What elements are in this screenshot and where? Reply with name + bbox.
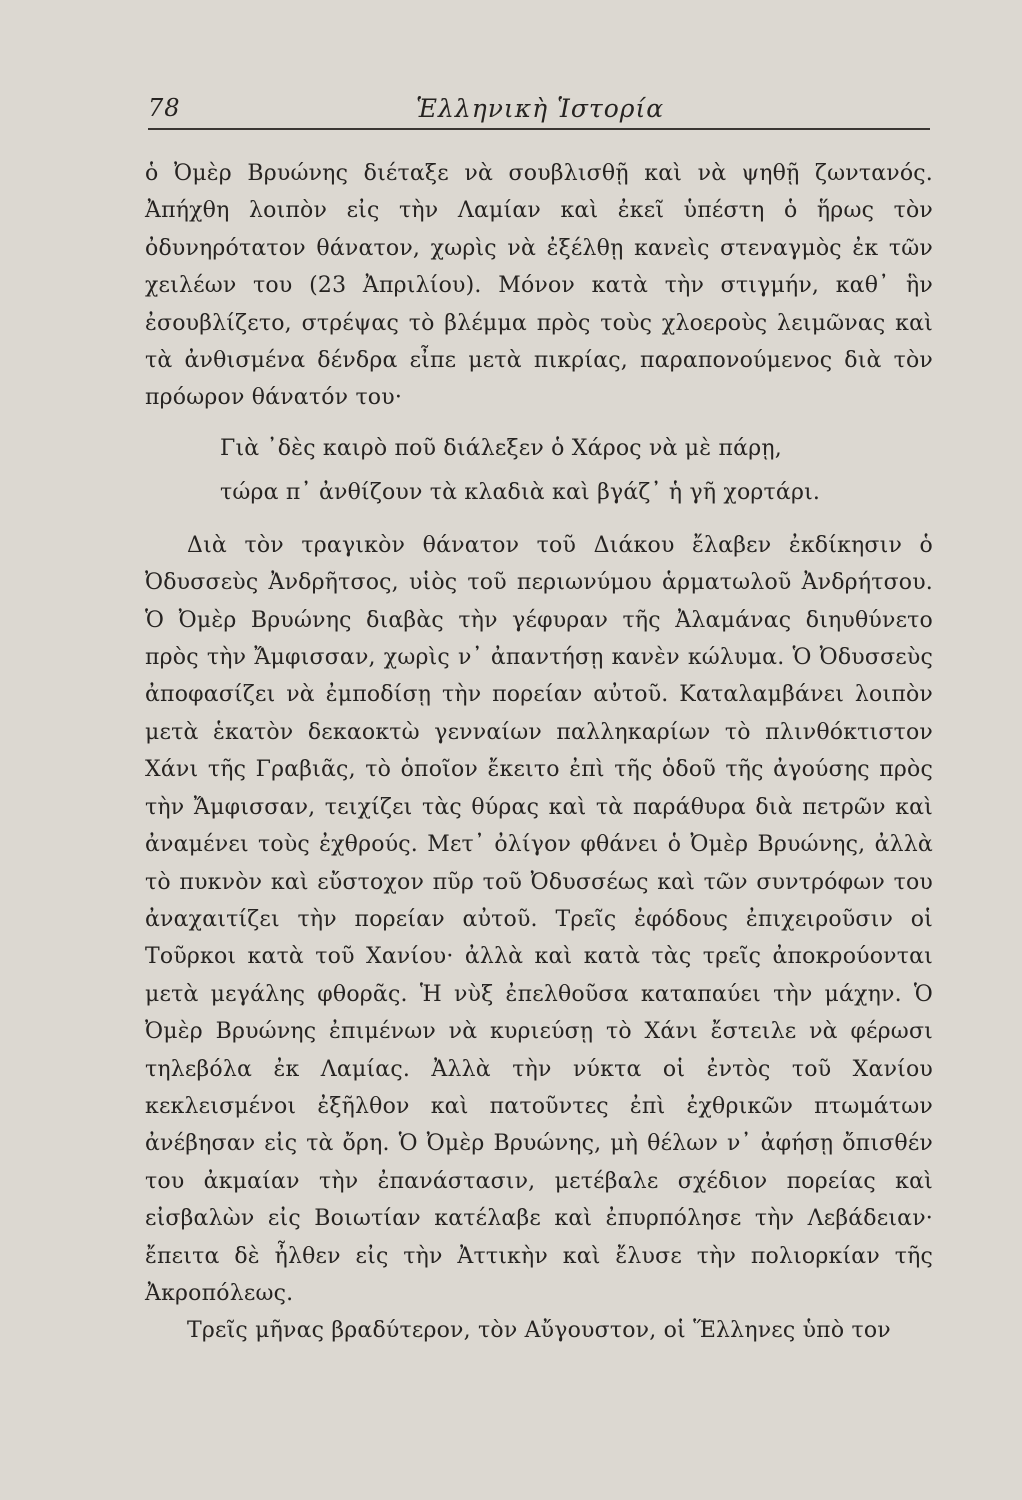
- paragraph: ὁ Ὀμὲρ Βρυώνης διέταξε νὰ σουβλισθῇ καὶ νὰ ψηθῇ ζωντανός. Ἀπήχθη λοιπὸν εἰς τὴν Λαμίαν καὶ ἐκεῖ ὑπέστη ὁ ἥρως τὸν ὀδυνηρότατον θάνατον, χωρὶς νὰ ἐξέλθῃ κανεὶς στεναγμὸς ἐκ τῶν χειλέων του (23 Ἀπριλίου). Μόνον κατὰ τὴν στιγμήν, καθ᾽ ἣν ἐσουβλίζετο, στρέψας τὸ βλέμμα πρὸς τοὺς χλοεροὺς λειμῶνας καὶ τὰ ἀνθισμένα δένδρα εἶπε μετὰ πικρίας, παραπονούμενος διὰ τὸν πρόωρον θάνατόν του·: [145, 161, 933, 411]
- poem-line: Γιὰ ᾽δὲς καιρὸ ποῦ διάλεξεν ὁ Χάρος νὰ μὲ πάρῃ,: [220, 435, 782, 461]
- running-title: Ἑλληνικὴ Ἱστορία: [416, 94, 665, 123]
- poem-line: τώρα π᾽ ἀνθίζουν τὰ κλαδιὰ καὶ βγάζ᾽ ἡ γῆ χορτάρι.: [220, 479, 821, 505]
- page-header: [148, 88, 930, 130]
- page-number: 78: [148, 94, 181, 122]
- paragraph: Τρεῖς μῆνας βραδύτερον, τὸν Αὔγουστον, οἱ Ἕλληνες ὑπὸ τον: [187, 1318, 891, 1344]
- paragraph: Διὰ τὸν τραγικὸν θάνατον τοῦ Διάκου ἔλαβεν ἐκδίκησιν ὁ Ὀδυσσεὺς Ἀνδρῆτσος, υἱὸς τοῦ περιωνύμου ἁρματωλοῦ Ἀνδρήτσου. Ὁ Ὀμὲρ Βρυώνης διαβὰς τὴν γέφυραν τῆς Ἀλαμάνας διηυθύνετο πρὸς τὴν Ἄμφισσαν, χωρὶς ν᾽ ἀπαντήσῃ κανὲν κώλυμα. Ὁ Ὀδυσσεὺς ἀποφασίζει νὰ ἐμποδίσῃ τὴν πορείαν αὐτοῦ. Καταλαμβάνει λοιπὸν μετὰ ἑκατὸν δεκαοκτὼ γενναίων παλληκαρίων τὸ πλινθόκτιστον Χάνι τῆς Γραβιᾶς, τὸ ὁποῖον ἔκειτο ἐπὶ τῆς ὁδοῦ τῆς ἀγούσης πρὸς τὴν Ἄμφισσαν, τειχίζει τὰς θύρας καὶ τὰ παράθυρα διὰ πετρῶν καὶ ἀναμένει τοὺς ἐχθρούς. Μετ᾽ ὀλίγον φθάνει ὁ Ὀμὲρ Βρυώνης, ἀλλὰ τὸ πυκνὸν καὶ εὔστοχον πῦρ τοῦ Ὀδυσσέως καὶ τῶν συντρόφων του ἀναχαιτίζει τὴν πορείαν αὐτοῦ. Τρεῖς ἐφόδους ἐπιχειροῦσιν οἱ Τοῦρκοι κατὰ τοῦ Χανίου· ἀλλὰ καὶ κατὰ τὰς τρεῖς ἀποκρούονται μετὰ μεγάλης φθορᾶς. Ἡ νὺξ ἐπελθοῦσα καταπαύει τὴν μάχην. Ὁ Ὀμὲρ Βρυώνης ἐπιμένων νὰ κυριεύσῃ τὸ Χάνι ἔστειλε νὰ φέρωσι τηλεβόλα ἐκ Λαμίας. Ἀλλὰ τὴν νύκτα οἱ ἐντὸς τοῦ Χανίου κεκλεισμένοι ἐξῆλθον καὶ πατοῦντες ἐπὶ ἐχθρικῶν πτωμάτων ἀνέβησαν εἰς τὰ ὄρη. Ὁ Ὀμὲρ Βρυώνης, μὴ θέλων ν᾽ ἀφήσῃ ὄπισθέν του ἀκμαίαν τὴν ἐπανάστασιν, μετέβαλε σχέδιον πορείας καὶ εἰσβαλὼν εἰς Βοιωτίαν κατέλαβε καὶ ἐπυρπόλησε τὴν Λεβάδειαν· ἔπειτα δὲ ἦλθεν εἰς τὴν Ἀττικὴν καὶ ἔλυσε τὴν πολιορκίαν τῆς Ἀκροπόλεως.: [145, 532, 933, 1306]
- poem-quote: [220, 427, 933, 515]
- body-text: [145, 155, 933, 1350]
